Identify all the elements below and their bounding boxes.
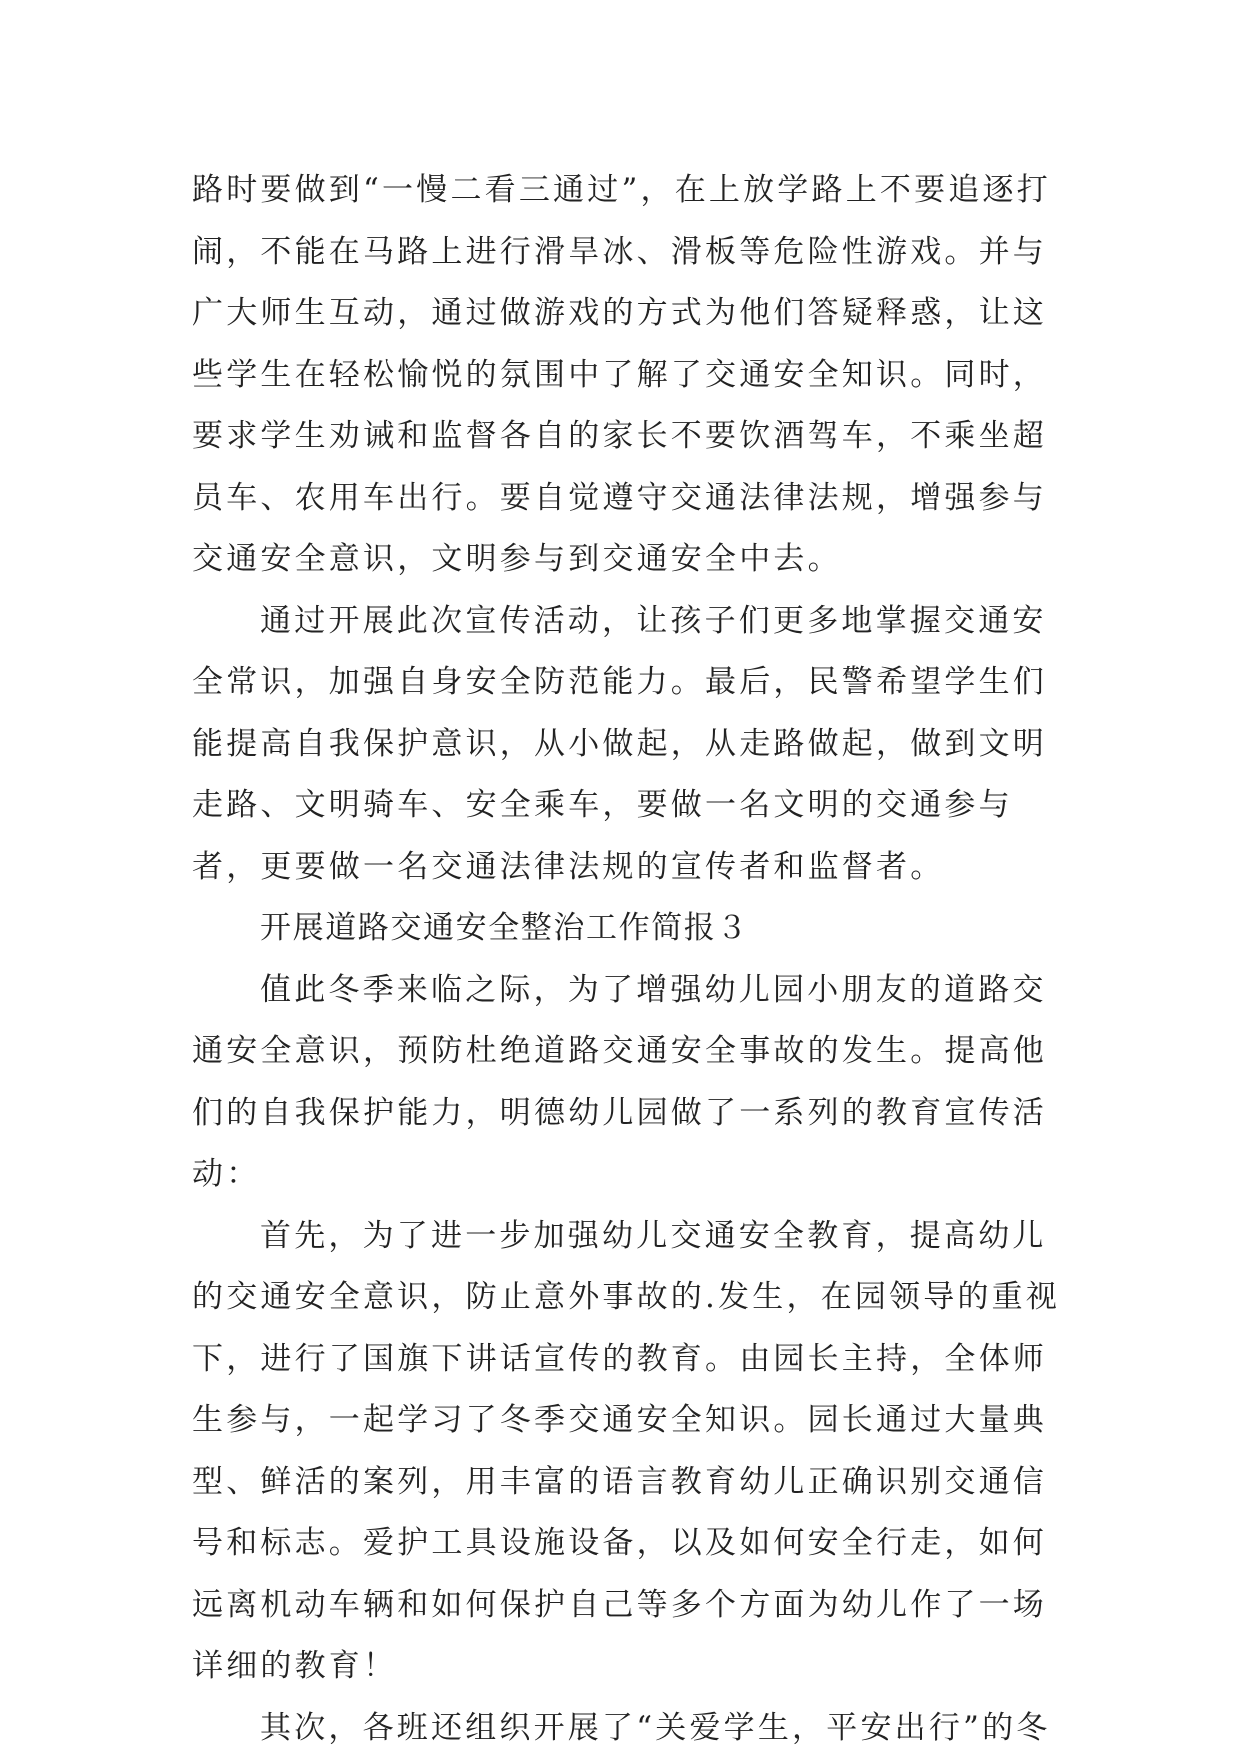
section-heading: 开展道路交通安全整治工作简报３ (192, 898, 1072, 960)
paragraph-first: 首先，为了进一步加强幼儿交通安全教育，提高幼儿的交通安全意识，防止意外事故的.发生，在园领导的重视下，进行了国旗下讲话宣传的教育。由园长主持，全体师生参与，一起学习了冬季交通安全知识。园长通过大量典型、鲜活的案列，用丰富的语言教育幼儿正确识别交通信号和标志。爱护工具设施设备，以及如何安全行走，如何远离机动车辆和如何保护自己等多个方面为幼儿作了一场详细的教育！ (192, 1206, 1072, 1698)
document-body (192, 160, 1072, 1759)
paragraph-second: 其次，各班还组织开展了“关爱学生，平安出行”的冬 (192, 1698, 1072, 1759)
paragraph-continuation: 路时要做到“一慢二看三通过”，在上放学路上不要追逐打闹，不能在马路上进行滑旱冰、滑板等危险性游戏。并与广大师生互动，通过做游戏的方式为他们答疑释惑，让这些学生在轻松愉悦的氛围中了解了交通安全知识。同时，要求学生劝诫和监督各自的家长不要饮酒驾车，不乘坐超员车、农用车出行。要自觉遵守交通法律法规，增强参与交通安全意识，文明参与到交通安全中去。 (192, 160, 1072, 591)
paragraph-intro: 值此冬季来临之际，为了增强幼儿园小朋友的道路交通安全意识，预防杜绝道路交通安全事故的发生。提高他们的自我保护能力，明德幼儿园做了一系列的教育宣传活动： (192, 960, 1072, 1206)
paragraph-activity-summary: 通过开展此次宣传活动，让孩子们更多地掌握交通安全常识，加强自身安全防范能力。最后，民警希望学生们能提高自我保护意识，从小做起，从走路做起，做到文明走路、文明骑车、安全乘车，要做一名文明的交通参与者，更要做一名交通法律法规的宣传者和监督者。 (192, 591, 1072, 899)
